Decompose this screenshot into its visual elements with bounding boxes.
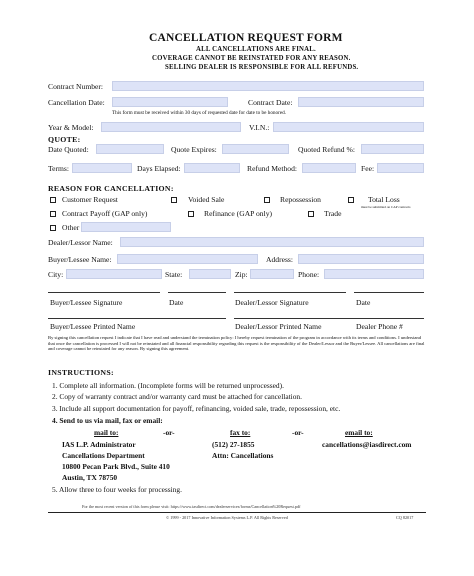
buyer-printed-line[interactable]	[48, 318, 226, 319]
contract-payoff-checkbox[interactable]	[50, 211, 56, 217]
trade-label: Trade	[324, 209, 342, 218]
fee-label: Fee:	[361, 164, 375, 173]
fax-attn: Attn: Cancellations	[212, 451, 274, 460]
mail-line-4: Austin, TX 78750	[62, 473, 118, 482]
dealer-lessor-name-field[interactable]	[120, 237, 424, 247]
instruction-3: 3. Include all support documentation for payoff, refinancing, voided sale, trade, repossession, etc.	[52, 404, 341, 413]
date1-label: Date	[169, 298, 184, 307]
instruction-1: 1. Complete all information. (Incomplete forms will be returned unprocessed).	[52, 381, 284, 390]
cancellation-date-label: Cancellation Date:	[48, 98, 105, 107]
date-quoted-field[interactable]	[96, 144, 164, 154]
quoted-refund-field[interactable]	[361, 144, 424, 154]
footer-form-code: CQ 82017	[396, 515, 414, 520]
subtitle-line-1: ALL CANCELLATIONS ARE FINAL.	[196, 46, 316, 53]
reason-heading: REASON FOR CANCELLATION:	[48, 184, 174, 193]
vin-field[interactable]	[273, 122, 424, 132]
voided-sale-checkbox[interactable]	[171, 197, 177, 203]
phone-field[interactable]	[324, 269, 424, 279]
buyer-printed-label: Buyer/Lessee Printed Name	[50, 322, 136, 331]
mail-to-label: mail to:	[94, 428, 119, 437]
quote-heading: QUOTE:	[48, 135, 81, 144]
other-checkbox[interactable]	[50, 225, 56, 231]
quote-expires-field[interactable]	[222, 144, 289, 154]
address-label: Address:	[266, 255, 293, 264]
mail-line-3: 10800 Pecan Park Blvd., Suite 410	[62, 462, 170, 471]
date2-label: Date	[356, 298, 371, 307]
repossession-checkbox[interactable]	[264, 197, 270, 203]
refinance-checkbox[interactable]	[188, 211, 194, 217]
fax-number: (512) 27-1855	[212, 440, 255, 449]
instruction-2: 2. Copy of warranty contract and/or warranty card must be attached for cancellation.	[52, 392, 302, 401]
date-quoted-label: Date Quoted:	[48, 145, 89, 154]
form-title: CANCELLATION REQUEST FORM	[149, 32, 343, 44]
quoted-refund-label: Quoted Refund %:	[298, 145, 355, 154]
trade-checkbox[interactable]	[308, 211, 314, 217]
subtitle-line-3: SELLING DEALER IS RESPONSIBLE FOR ALL REFUNDS.	[165, 64, 359, 71]
contract-payoff-label: Contract Payoff (GAP only)	[62, 209, 148, 218]
other-label: Other	[62, 223, 80, 232]
days-elapsed-field[interactable]	[184, 163, 240, 173]
repossession-label: Repossession	[280, 195, 321, 204]
total-loss-checkbox[interactable]	[348, 197, 354, 203]
buyer-signature-label: Buyer/Lessee Signature	[50, 298, 123, 307]
total-loss-label: Total Loss	[368, 195, 400, 204]
mail-line-1: IAS L.P. Administrator	[62, 440, 136, 449]
instruction-5: 5. Allow three to four weeks for processing.	[52, 485, 182, 494]
city-field[interactable]	[66, 269, 162, 279]
dealer-signature-label: Dealer/Lessor Signature	[235, 298, 309, 307]
fax-to-label: fax to:	[230, 428, 251, 437]
state-field[interactable]	[189, 269, 231, 279]
other-field[interactable]	[81, 222, 171, 232]
contract-date-field[interactable]	[298, 97, 424, 107]
contract-number-field[interactable]	[112, 81, 424, 91]
phone-label: Phone:	[298, 270, 320, 279]
instruction-4: 4. Send to us via mail, fax or email:	[52, 416, 163, 425]
days-elapsed-label: Days Elapsed:	[137, 164, 181, 173]
customer-request-label: Customer Request	[62, 195, 118, 204]
address-field[interactable]	[298, 254, 424, 264]
footer-divider	[48, 512, 426, 513]
date2-line[interactable]	[354, 292, 424, 293]
footer-copyright: © 1999 - 2017 Innovative Information Systems L.P. All Rights Reserved	[166, 515, 288, 520]
or-1: -or-	[163, 428, 175, 437]
terms-field[interactable]	[72, 163, 132, 173]
date1-line[interactable]	[168, 292, 226, 293]
instructions-heading: INSTRUCTIONS:	[48, 368, 114, 377]
footer-recent-version: For the most recent version of this form please visit: https://www.iasdirect.com/dealerservices/forms/Cancellation%20Request.pdf	[82, 504, 301, 509]
date-note: This form must be received within 30 days of requested date for date to be honored.	[112, 110, 287, 116]
zip-label: Zip:	[235, 270, 248, 279]
dealer-lessor-name-label: Dealer/Lessor Name:	[48, 238, 113, 247]
buyer-lessee-name-field[interactable]	[117, 254, 258, 264]
cancellation-date-field[interactable]	[112, 97, 228, 107]
quote-expires-label: Quote Expires:	[171, 145, 217, 154]
contract-date-label: Contract Date:	[248, 98, 293, 107]
email-address[interactable]: cancellations@iasdirect.com	[322, 440, 412, 449]
refund-method-field[interactable]	[302, 163, 356, 173]
agreement-text: By signing this cancellation request I indicate that I have read and understand the termination policy: I hereby request termination of the program in accordance with its terms and conditions. I understand that once the cancellation is processed I will not be reinstated and all financial responsibility regarding this request is the responsibility of the Dealer/Lessor and the Buyer/Lessee. All cancellations are final and coverage cannot be reinstated for any reason. By signing this agreement.	[48, 335, 425, 352]
fee-field[interactable]	[377, 163, 424, 173]
vin-label: V.I.N.:	[249, 123, 270, 132]
city-label: City:	[48, 270, 64, 279]
mail-line-2: Cancellations Department	[62, 451, 145, 460]
year-model-field[interactable]	[101, 122, 241, 132]
dealer-signature-line[interactable]	[234, 292, 346, 293]
subtitle-line-2: COVERAGE CANNOT BE REINSTATED FOR ANY REASON.	[152, 55, 351, 62]
buyer-signature-line[interactable]	[48, 292, 160, 293]
terms-label: Terms:	[48, 164, 69, 173]
dealer-printed-line[interactable]	[234, 318, 424, 319]
customer-request-checkbox[interactable]	[50, 197, 56, 203]
refund-method-label: Refund Method:	[247, 164, 297, 173]
state-label: State:	[165, 270, 183, 279]
zip-field[interactable]	[250, 269, 294, 279]
total-loss-note: must be submitted on CAP contracts	[361, 205, 411, 209]
buyer-lessee-name-label: Buyer/Lessee Name:	[48, 255, 112, 264]
dealer-printed-label: Dealer/Lessor Printed Name	[235, 322, 322, 331]
contract-number-label: Contract Number:	[48, 82, 104, 91]
email-to-label: email to:	[345, 428, 373, 437]
dealer-phone-label: Dealer Phone #	[356, 322, 403, 331]
refinance-label: Refinance (GAP only)	[204, 209, 273, 218]
or-2: -or-	[292, 428, 304, 437]
voided-sale-label: Voided Sale	[188, 195, 225, 204]
year-model-label: Year & Model:	[48, 123, 94, 132]
